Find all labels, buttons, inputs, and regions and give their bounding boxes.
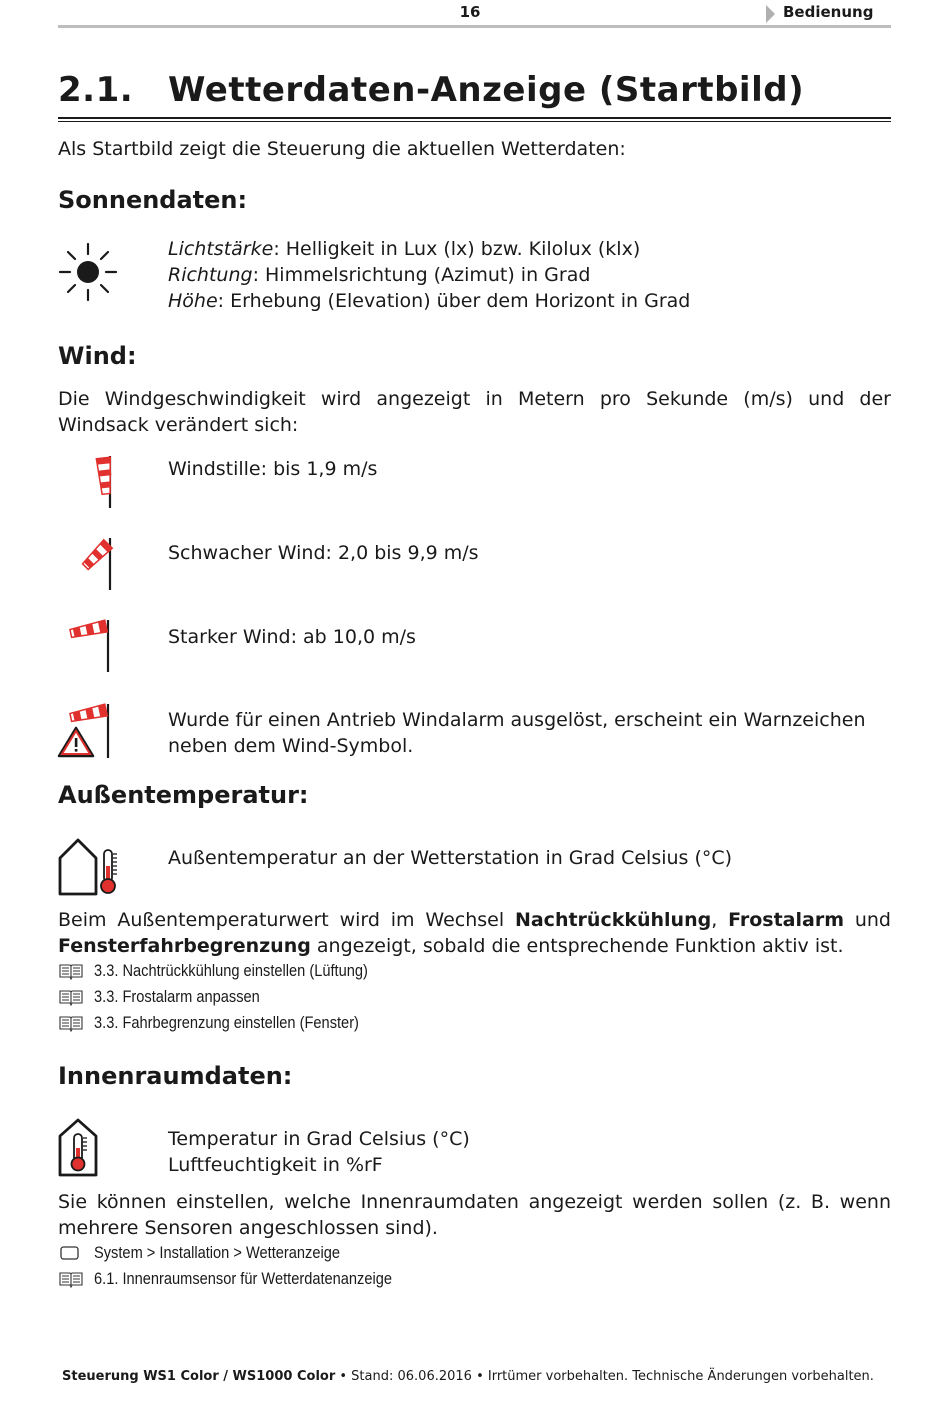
sun-heading: Sonnendaten: xyxy=(58,186,248,214)
section-name: Bedienung xyxy=(783,3,874,21)
wind-intro: Die Windgeschwindigkeit wird angezeigt in Metern pro Sekunde (m/s) und der Windsack verändert sich: xyxy=(58,388,891,436)
menu-path-reference[interactable] xyxy=(58,1242,380,1264)
outdoor-text: Außentemperatur an der Wetterstation in Grad Celsius (°C) xyxy=(168,847,733,869)
title-rule xyxy=(58,117,891,119)
book-icon xyxy=(58,1270,84,1288)
reference-link[interactable] xyxy=(58,986,287,1008)
section-arrow-icon xyxy=(766,5,775,23)
reference-link[interactable] xyxy=(58,1012,402,1034)
reference-text: 3.3. Fahrbegrenzung einstellen (Fenster) xyxy=(94,1013,359,1032)
page-number: 16 xyxy=(459,3,481,21)
wind-item-2: Schwacher Wind: 2,0 bis 9,9 m/s xyxy=(168,542,479,564)
reference-text: 3.3. Frostalarm anpassen xyxy=(94,987,260,1006)
windsock-weak-icon xyxy=(72,534,118,592)
sun-line-2: Richtung: Himmelsrichtung (Azimut) in Grad xyxy=(168,264,591,286)
wind-heading: Wind: xyxy=(58,342,137,370)
title-rule-thin xyxy=(58,121,891,122)
page-title xyxy=(58,70,804,110)
sun-icon xyxy=(58,242,118,302)
book-icon xyxy=(58,962,84,980)
book-icon xyxy=(58,1014,84,1032)
reference-link[interactable] xyxy=(58,1268,441,1290)
reference-link[interactable] xyxy=(58,960,412,982)
reference-text: 3.3. Nachtrückkühlung einstellen (Lüftung) xyxy=(94,961,368,980)
reference-text: 6.1. Innenraumsensor für Wetterdatenanzeige xyxy=(94,1269,393,1288)
windsock-calm-icon xyxy=(84,452,124,510)
footer-notice: • Stand: 06.06.2016 • Irrtümer vorbehalten. Technische Änderungen vorbehalten. xyxy=(335,1369,874,1384)
indoor-line-2: Luftfeuchtigkeit in %rF xyxy=(168,1154,383,1176)
windsock-alarm-icon xyxy=(56,700,116,760)
title-text: Wetterdaten-Anzeige (Startbild) xyxy=(168,70,805,110)
wind-item-3: Starker Wind: ab 10,0 m/s xyxy=(168,626,416,648)
header-rule xyxy=(58,25,891,28)
title-number: 2.1. xyxy=(58,70,134,110)
screen-icon xyxy=(58,1244,84,1262)
menu-path-text: System > Installation > Wetteranzeige xyxy=(94,1243,340,1262)
book-icon xyxy=(58,988,84,1006)
sun-line-3: Höhe: Erhebung (Elevation) über dem Horizont in Grad xyxy=(168,290,691,312)
indoor-paragraph: Sie können einstellen, welche Innenraumdaten angezeigt werden sollen (z. B. wenn mehrere Sensoren angeschlossen sind). xyxy=(58,1191,891,1239)
wind-item-4: Wurde für einen Antrieb Windalarm ausgelöst, erscheint ein Warnzeichen neben dem Wind-Symbol. xyxy=(168,709,866,757)
page-footer xyxy=(62,1369,874,1384)
footer-product: Steuerung WS1 Color / WS1000 Color xyxy=(62,1369,336,1384)
indoor-sensor-icon xyxy=(56,1116,102,1178)
intro-text: Als Startbild zeigt die Steuerung die aktuellen Wetterdaten: xyxy=(58,138,626,160)
indoor-line-1: Temperatur in Grad Celsius (°C) xyxy=(168,1128,470,1150)
wind-item-1: Windstille: bis 1,9 m/s xyxy=(168,458,378,480)
indoor-heading: Innenraumdaten: xyxy=(58,1062,293,1090)
windsock-strong-icon xyxy=(64,616,116,674)
sun-line-1: Lichtstärke: Helligkeit in Lux (lx) bzw. Kilolux (klx) xyxy=(168,238,641,260)
outdoor-heading: Außentemperatur: xyxy=(58,781,309,809)
outdoor-paragraph: Beim Außentemperaturwert wird im Wechsel Nachtrückkühlung, Frostalarm und Fensterfahrbegrenzung angezeigt, sobald die entsprechende Funktion aktiv ist. xyxy=(58,909,891,957)
outdoor-temperature-icon xyxy=(56,836,122,896)
